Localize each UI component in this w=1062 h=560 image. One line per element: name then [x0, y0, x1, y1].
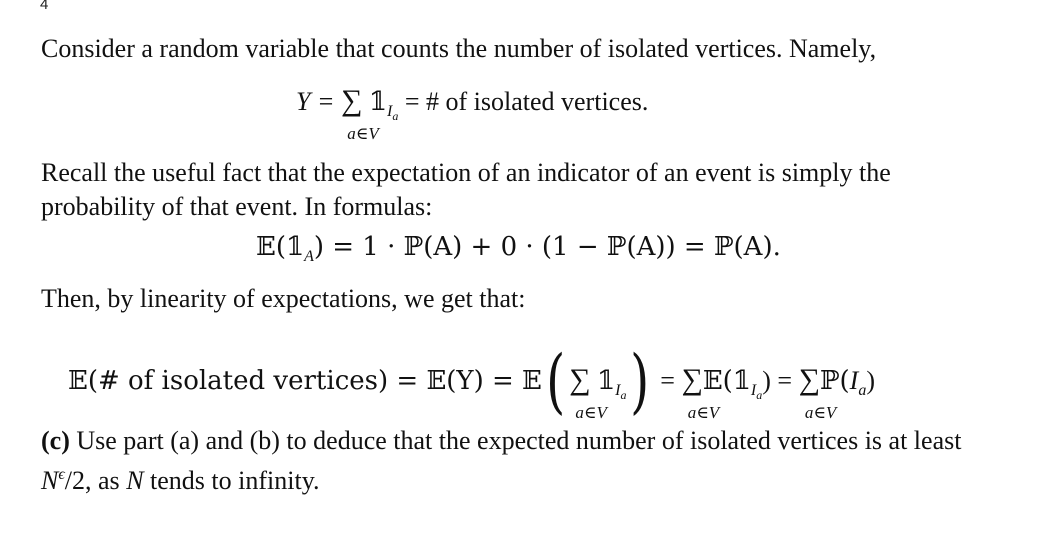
eq3-ind-1-a: a — [620, 388, 627, 402]
paragraph-part-c — [41, 424, 1001, 498]
eq3-P-close: ) — [866, 366, 876, 395]
eq1-sub-I: I — [387, 103, 393, 120]
part-c-label: (c) — [41, 426, 70, 455]
eq3-left-paren: ( — [545, 340, 566, 422]
eq3-E-close: ) — [762, 366, 771, 395]
eq1-sum-index: a∈V — [347, 124, 379, 143]
eq3-right-paren: ) — [630, 340, 650, 422]
eq3-P-I: I — [849, 366, 859, 395]
eq1-rhs: = # of isolated vertices. — [398, 87, 649, 116]
part-c-N: N — [41, 466, 59, 495]
eq3-sum-1: ∑ a∈V — [569, 363, 590, 397]
eq3-P-open: ℙ( — [819, 366, 850, 396]
eq3-P-a: a — [858, 382, 867, 399]
equation-indicator-expectation — [256, 232, 781, 266]
eq3-sum-3-index: a∈V — [804, 403, 837, 422]
equation-isolated-count — [296, 84, 649, 143]
eq3-sum-3: ∑ a∈V — [799, 363, 820, 397]
part-c-N2: N — [126, 466, 144, 495]
eq2-part-b: ) = 1 · ℙ(A) + 0 · (1 − ℙ(A)) = ℙ(A). — [313, 232, 781, 262]
eq1-lhs: Y = — [296, 87, 342, 116]
eq1-indicator: 𝟙 — [368, 87, 387, 117]
part-c-text-a: Use part (a) and (b) to deduce that the expected number of isolated vertices is at least — [69, 426, 962, 455]
eq3-sum-1-index: a∈V — [575, 403, 607, 422]
eq3-part1: 𝔼(# of isolated vertices) = 𝔼(Y) = 𝔼 — [68, 366, 542, 396]
page-number: 4 — [40, 0, 49, 13]
eq3-ind-1: 𝟙 — [597, 366, 616, 396]
part-c-text-b: /2, as — [64, 466, 127, 495]
eq3-sum-2: ∑ a∈V — [681, 363, 702, 397]
eq1-sub-a: a — [392, 109, 399, 123]
paragraph-intro: Consider a random variable that counts the number of isolated vertices. Namely, — [41, 34, 877, 63]
eq3-E-open: 𝔼(𝟙 — [702, 366, 751, 396]
eq3-ind-1-I: I — [615, 382, 621, 399]
eq3-E-a: a — [756, 388, 763, 402]
eq1-sum: ∑ a∈V — [341, 84, 362, 118]
eq3-equals-a: = — [653, 366, 682, 395]
paragraph-linearity: Then, by linearity of expectations, we get that: — [41, 284, 526, 313]
eq3-E-I: I — [750, 382, 757, 399]
eq2-sub-A: A — [304, 248, 314, 265]
equation-linearity — [68, 340, 875, 422]
eq3-equals-b: = — [770, 366, 799, 395]
eq2-part-a: 𝔼(𝟙 — [256, 232, 305, 262]
part-c-epsilon: ϵ — [58, 466, 65, 483]
paragraph-recall: Recall the useful fact that the expectation of an indicator of an event is simply the probability of that event. In formulas: — [41, 158, 891, 221]
part-c-text-c: tends to infinity. — [143, 466, 320, 495]
eq3-sum-2-index: a∈V — [687, 403, 720, 422]
